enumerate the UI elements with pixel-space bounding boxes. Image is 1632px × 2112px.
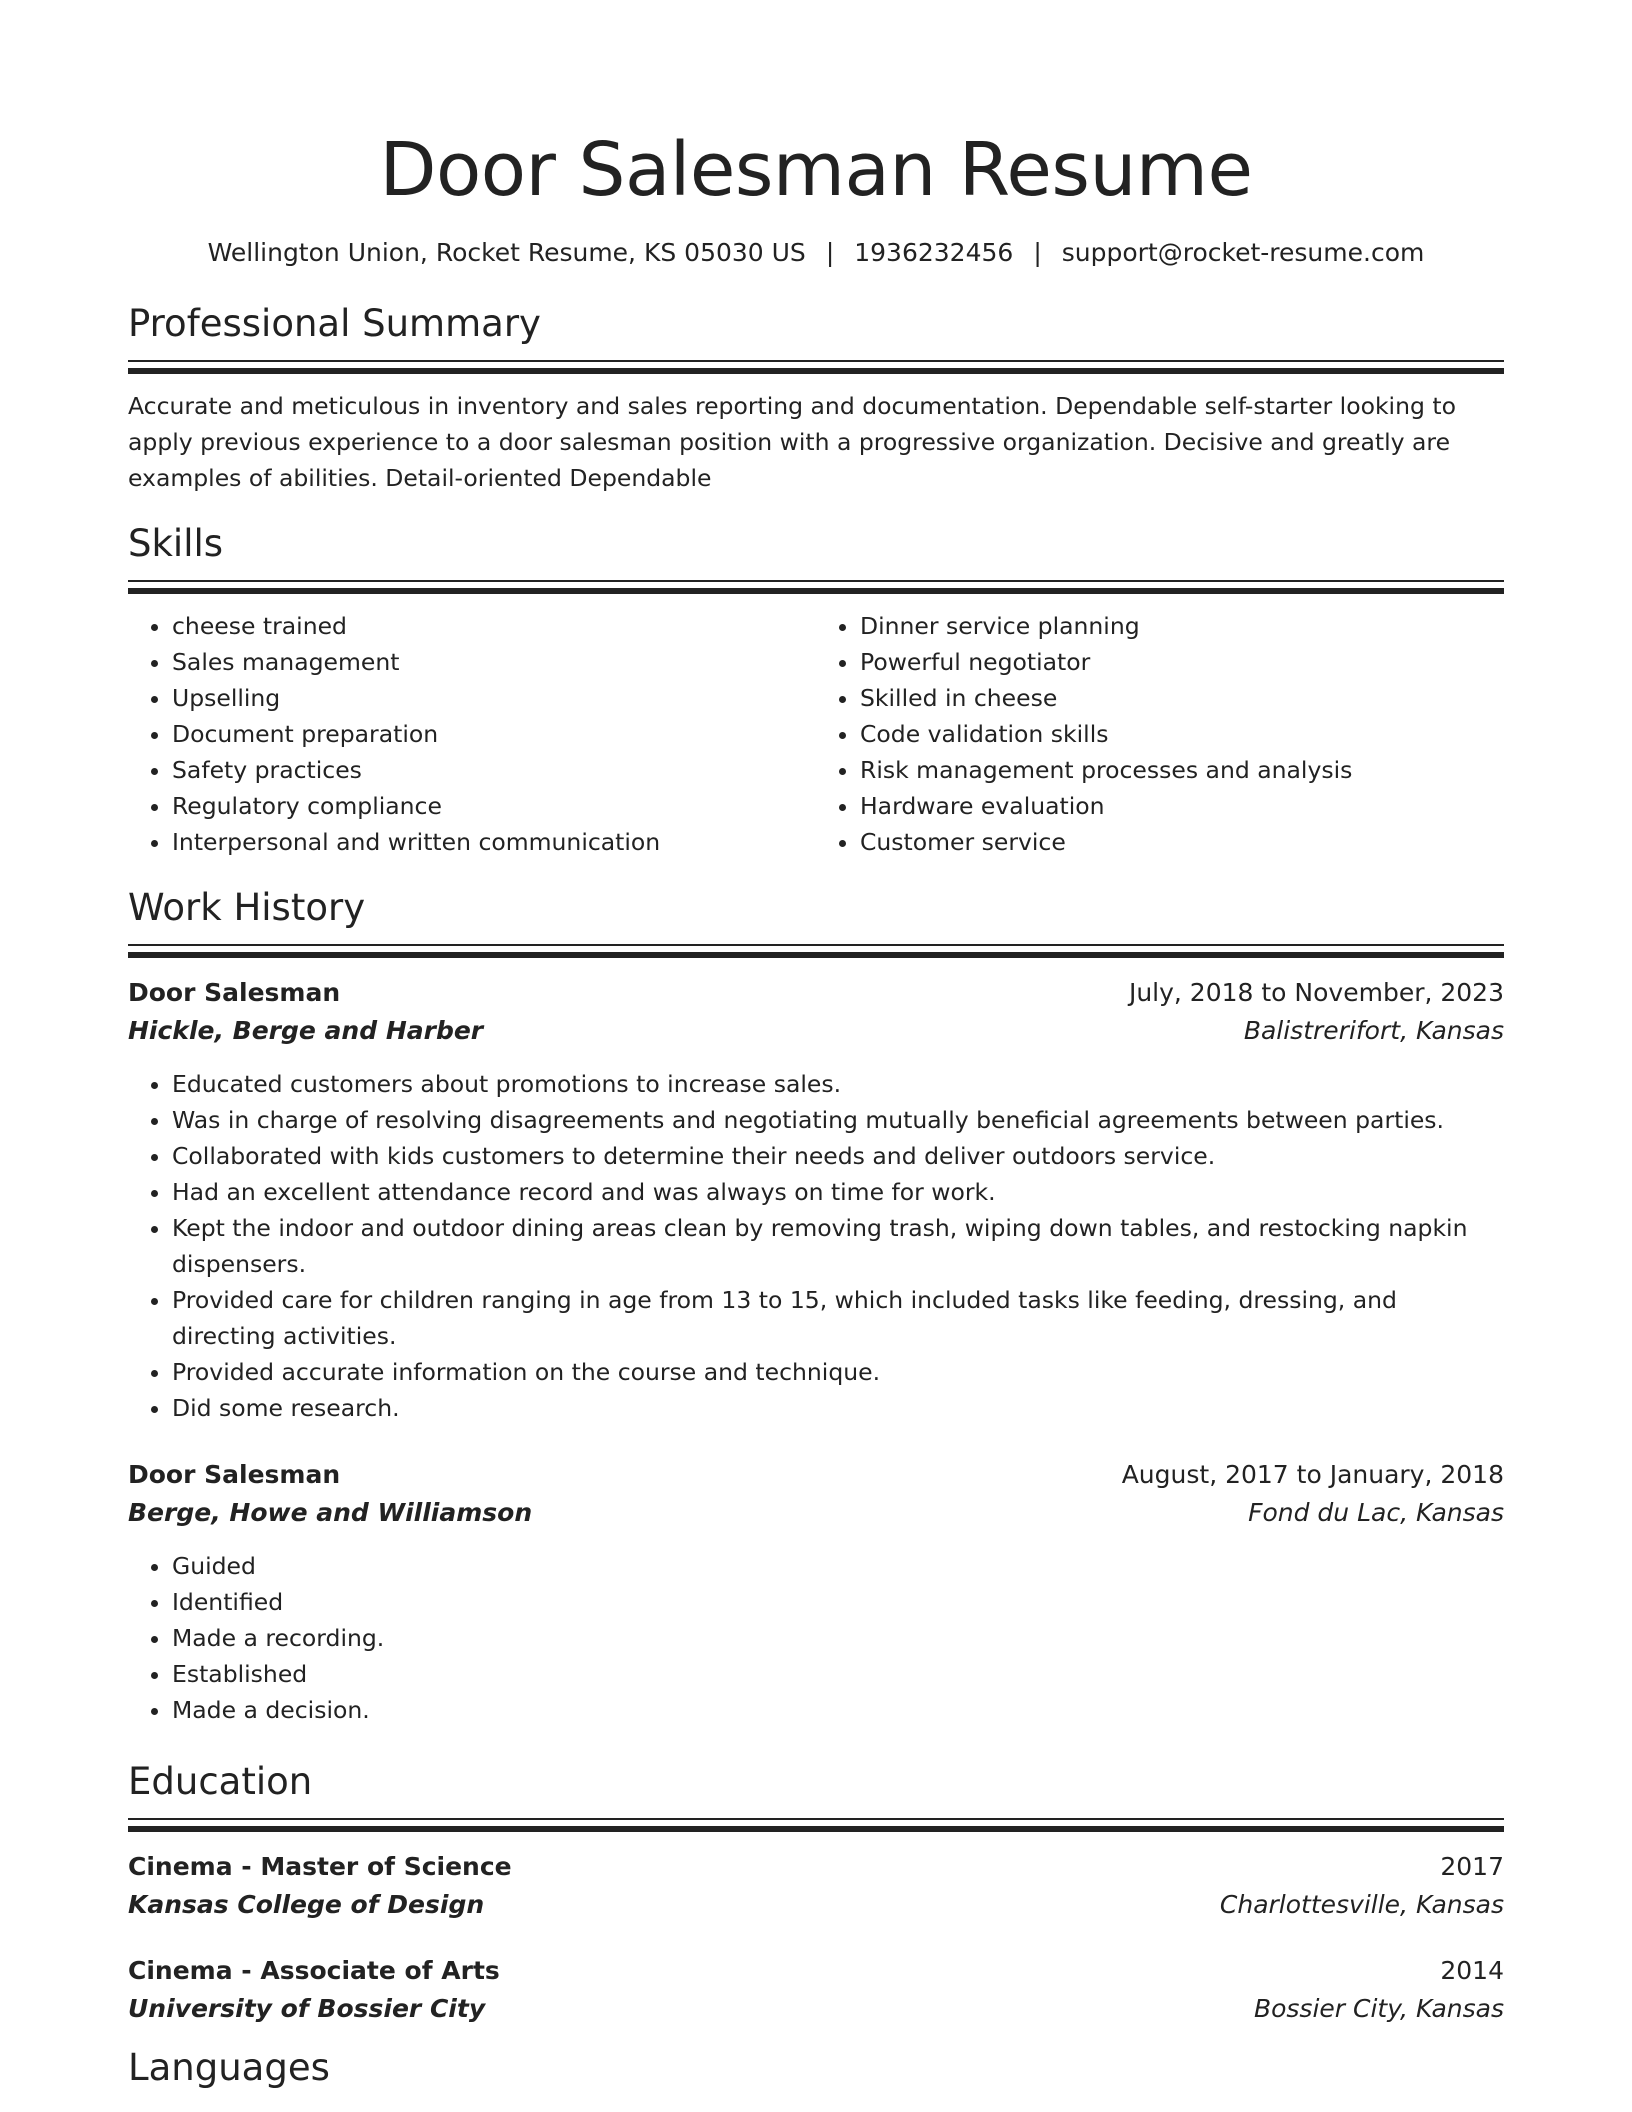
contact-phone: 1936232456 <box>854 238 1014 267</box>
job-header-row <box>128 1456 1504 1494</box>
skill-item: • Document preparation <box>172 716 816 752</box>
skill-item: • Customer service <box>860 824 1504 860</box>
skill-item: • Dinner service planning <box>860 608 1504 644</box>
job-duty: • Provided care for children ranging in age from 13 to 15, which included tasks like feeding, dressing, and directing activities. <box>172 1282 1504 1354</box>
education-school: University of Bossier City <box>128 1994 486 2023</box>
skill-item: • Interpersonal and written communication <box>172 824 816 860</box>
job-duty: • Identified <box>172 1584 1504 1620</box>
education-header-row <box>128 1952 1504 1990</box>
section-divider <box>128 1818 1504 1832</box>
job-duty: • Established <box>172 1656 1504 1692</box>
work-history-heading: Work History <box>128 886 366 929</box>
contact-line <box>128 236 1504 270</box>
contact-separator: | <box>1033 238 1042 267</box>
contact-email: support@rocket-resume.com <box>1061 238 1425 267</box>
skill-item: • cheese trained <box>172 608 816 644</box>
education-year: 2017 <box>1440 1852 1504 1881</box>
job-entry <box>128 1456 1504 1728</box>
summary-text: Accurate and meticulous in inventory and sales reporting and documentation. Dependable self-starter looking to apply previous experience to a door salesman position with a progressive organization. Decisive and greatly are examples of abilities. Detail-oriented Dependable <box>128 392 1456 492</box>
job-entry <box>128 974 1504 1426</box>
skill-item: • Safety practices <box>172 752 816 788</box>
skill-item: • Regulatory compliance <box>172 788 816 824</box>
summary-section <box>128 300 1504 496</box>
job-duties-list <box>128 1066 1504 1426</box>
job-duty: • Kept the indoor and outdoor dining areas clean by removing trash, wiping down tables, and restocking napkin dispensers. <box>172 1210 1504 1282</box>
job-location: Balistrerifort, Kansas <box>1243 1016 1504 1045</box>
education-location: Charlottesville, Kansas <box>1219 1890 1504 1919</box>
skills-list-right <box>816 608 1504 860</box>
skills-list-left <box>128 608 816 860</box>
education-school-row <box>128 1886 1504 1924</box>
languages-heading: Languages <box>128 2046 330 2089</box>
skills-heading: Skills <box>128 522 224 565</box>
work-history-section <box>128 884 1504 1728</box>
skill-item: • Risk management processes and analysis <box>860 752 1504 788</box>
job-dates: August, 2017 to January, 2018 <box>1121 1460 1504 1489</box>
education-entry <box>128 1848 1504 1924</box>
skill-item: • Code validation skills <box>860 716 1504 752</box>
job-duties-list <box>128 1548 1504 1728</box>
education-degree: Cinema - Master of Science <box>128 1852 512 1881</box>
job-company-row <box>128 1012 1504 1050</box>
job-company: Hickle, Berge and Harber <box>128 1016 484 1045</box>
job-header-row <box>128 974 1504 1012</box>
skill-item: • Hardware evaluation <box>860 788 1504 824</box>
education-degree: Cinema - Associate of Arts <box>128 1956 500 1985</box>
section-divider <box>128 360 1504 374</box>
education-heading: Education <box>128 1760 313 1803</box>
job-duty: • Provided accurate information on the course and technique. <box>172 1354 1504 1390</box>
skill-item: • Upselling <box>172 680 816 716</box>
job-company-row <box>128 1494 1504 1532</box>
education-section <box>128 1758 1504 2028</box>
job-duty: • Did some research. <box>172 1390 1504 1426</box>
job-duty: • Guided <box>172 1548 1504 1584</box>
education-school: Kansas College of Design <box>128 1890 485 1919</box>
education-school-row <box>128 1990 1504 2028</box>
job-duty: • Collaborated with kids customers to determine their needs and deliver outdoors service. <box>172 1138 1504 1174</box>
job-duty: • Had an excellent attendance record and was always on time for work. <box>172 1174 1504 1210</box>
job-duty: • Educated customers about promotions to increase sales. <box>172 1066 1504 1102</box>
job-title: Door Salesman <box>128 978 341 1007</box>
languages-section <box>128 2044 1504 2092</box>
resume-title: Door Salesman Resume <box>379 127 1253 213</box>
skill-item: • Powerful negotiator <box>860 644 1504 680</box>
summary-heading: Professional Summary <box>128 302 541 345</box>
skills-columns <box>128 608 1504 860</box>
job-title: Door Salesman <box>128 1460 341 1489</box>
skill-item: • Skilled in cheese <box>860 680 1504 716</box>
education-location: Bossier City, Kansas <box>1253 1994 1504 2023</box>
section-divider <box>128 580 1504 594</box>
education-entry <box>128 1952 1504 2028</box>
job-location: Fond du Lac, Kansas <box>1248 1498 1504 1527</box>
contact-separator: | <box>825 238 835 267</box>
job-duty: • Made a recording. <box>172 1620 1504 1656</box>
job-duty: • Was in charge of resolving disagreements and negotiating mutually beneficial agreements between parties. <box>172 1102 1504 1138</box>
job-company: Berge, Howe and Williamson <box>128 1498 533 1527</box>
job-dates: July, 2018 to November, 2023 <box>1128 978 1504 1007</box>
contact-address: Wellington Union, Rocket Resume, KS 05030 US <box>207 238 806 267</box>
job-duty: • Made a decision. <box>172 1692 1504 1728</box>
skill-item: • Sales management <box>172 644 816 680</box>
section-divider <box>128 944 1504 958</box>
education-year: 2014 <box>1440 1956 1504 1985</box>
education-header-row <box>128 1848 1504 1886</box>
skills-section <box>128 520 1504 860</box>
